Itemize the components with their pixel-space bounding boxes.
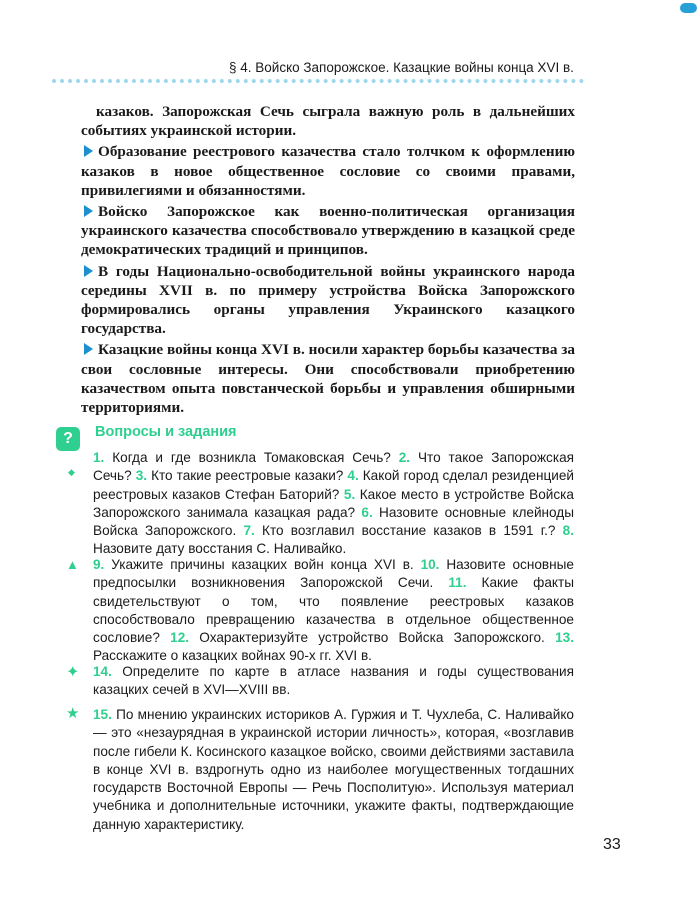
summary-paragraph: казаков. Запорожская Сечь сыграла важную роль в дальнейших событиях украинской истории. xyxy=(81,103,575,140)
question-number: 12. xyxy=(170,630,190,646)
questions-block-2 xyxy=(93,556,574,666)
summary-paragraph: Казацкие войны конца XVI в. носили характер борьбы казачества за свои сословные интересы. Они способствовали приобретению казачеством опыта повстанческой борьбы и управления обширными территориями. xyxy=(81,341,575,417)
bullet-triangle-icon xyxy=(84,265,93,277)
summary-paragraph: Войско Запорожское как военно-политическая организация украинского казачества способствовало утверждению в казацкой среде демократических традиций и принципов. xyxy=(81,203,575,259)
question-text: Кто возглавил восстание казаков в 1591 г.? xyxy=(262,523,556,539)
question-text: Определите по карте в атласе названия и годы существования казацких сечей в XVI—XVIII вв. xyxy=(93,664,575,698)
questions-title: Вопросы и задания xyxy=(95,424,237,440)
page-number: 33 xyxy=(603,836,621,853)
level-star-icon: ★ xyxy=(66,705,80,722)
question-number: 9. xyxy=(93,557,105,572)
question-number: 14. xyxy=(93,664,112,679)
question-number: 4. xyxy=(347,468,359,484)
summary-paragraph: Образование реестрового казачества стало толчком к оформлению казаков в новое общественное сословие со своими правами, привилегиями и обязанностями. xyxy=(81,143,575,199)
question-text: По мнению украинских историков А. Гуржия и Т. Чухлеба, С. Наливайко — это «незаурядная в украинской истории личность», которая, «возглавив после гибели К. Косинского казацкое войско, своими действиями заставила в конце XVI в. вздрогнуть одно из наиболее могущественных тогдашних государств Восточной Европы — Речь Посполитую». Используя материал учебника и дополнительные источники, укажите факты, подтверждающие данную характеристику. xyxy=(93,707,574,832)
questions-block-4 xyxy=(93,706,574,834)
summary-paragraph: В годы Национально-освободительной войны украинского народа середины XVII в. по примеру устройства Войска Запорожского формировались органы управления Украинского казацкого государства. xyxy=(81,262,575,338)
questions-block-3 xyxy=(93,663,574,700)
questions-block-1 xyxy=(93,449,574,559)
question-text: Какой город сделал резиденцией реестровых казаков Стефан Баторий? xyxy=(93,468,574,502)
summary-section xyxy=(81,102,575,419)
question-text: Расскажите о казацких войнах 90-х гг. XVI в. xyxy=(93,648,372,664)
bullet-triangle-icon xyxy=(84,205,93,217)
question-number: 3. xyxy=(135,468,148,484)
level-triangle-icon: ▲ xyxy=(66,557,79,572)
question-text: Какие факты свидетельствуют о том, что появление реестровых казаков способствовало превращению казачества в отдельное общественное сословие? xyxy=(93,575,575,646)
question-text: Назовите основные предпосылки возникновения Запорожской Сечи. xyxy=(93,557,574,591)
question-number: 13. xyxy=(555,630,574,646)
question-number: 1. xyxy=(93,450,105,465)
question-number: 7. xyxy=(243,523,255,539)
question-badge-icon: ? xyxy=(56,427,80,451)
header-divider xyxy=(52,79,584,83)
question-text: Охарактеризуйте устройство Войска Запорожского. xyxy=(199,630,545,646)
running-header: § 4. Войско Запорожское. Казацкие войны конца XVI в. xyxy=(229,60,574,75)
question-text: Назовите основные клейноды Войска Запорожского. xyxy=(93,504,575,539)
question-text: Какое место в устройстве Войска Запорожского занимала казацкая рада? xyxy=(93,486,574,520)
question-number: 2. xyxy=(398,450,411,465)
level-plus-icon: ✦ xyxy=(66,664,80,681)
question-number: 10. xyxy=(420,557,440,572)
question-text: Назовите дату восстания С. Наливайко. xyxy=(93,541,347,557)
question-text: Кто такие реестровые казаки? xyxy=(151,468,344,484)
question-text: Укажите причины казацких войн конца XVI в. xyxy=(111,557,414,572)
level-diamond-icon: ◆ xyxy=(68,467,75,477)
bullet-triangle-icon xyxy=(84,145,93,157)
question-number: 11. xyxy=(448,575,467,591)
question-text: Когда и где возникла Томаковская Сечь? xyxy=(112,450,391,465)
question-number: 5. xyxy=(343,486,356,502)
question-number: 15. xyxy=(93,707,112,722)
question-number: 8. xyxy=(562,523,574,539)
publisher-logo-icon xyxy=(680,3,697,13)
question-number: 6. xyxy=(361,504,373,520)
bullet-triangle-icon xyxy=(84,343,93,355)
question-text: Что такое Запорожская Сечь? xyxy=(93,450,575,484)
